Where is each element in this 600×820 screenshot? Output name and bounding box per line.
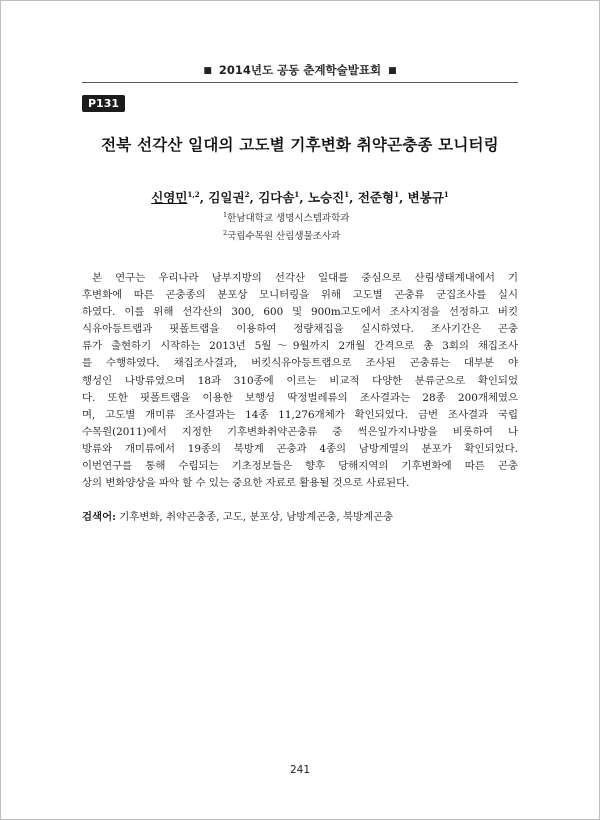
author-affil-sup: 1 [344, 189, 350, 199]
paper-title: 전북 선각산 일대의 고도별 기후변화 취약곤충종 모니터링 [101, 135, 499, 154]
affiliation-list [223, 208, 349, 244]
abstract-line: 며, 고도별 개미류 조사결과는 14종 11,276개체가 확인되었다. 금번 조사결과 국립 [82, 408, 518, 421]
abstract-line: 본 연구는 우리나라 남부지방의 선각산 일대를 중심으로 산림생태계내에서 기 [92, 272, 518, 284]
affiliation-sup: 2 [223, 229, 228, 238]
author-affil-sup: 1 [294, 189, 300, 199]
page-number: 241 [289, 764, 311, 776]
author-name: 신영민 [151, 190, 188, 205]
author-name: 전준형 [357, 190, 395, 205]
abstract-line: 다. 또한 핏폴트랩을 이용한 보행성 딱정벌레류의 조사결과는 28종 200개체였으 [82, 391, 518, 404]
affiliation-item [223, 208, 349, 226]
author-affil-sup: 2 [244, 189, 250, 199]
abstract-line: 방류와 개미류에서 19종의 북방계 곤충과 4종의 남방계열의 분포가 확인되었다. [82, 442, 518, 455]
abstract-body [82, 270, 518, 492]
author-affil-sup: 1 [394, 189, 399, 199]
keywords-text: 기후변화, 취약곤충종, 고도, 분포상, 남방계곤충, 북방계곤충 [119, 511, 394, 523]
abstract-line: 행성인 나방류였으며 18과 310종에 이르는 비교적 다양한 분류군으로 확인되었 [82, 374, 518, 387]
abstract-line: 후변화에 따른 곤충종의 분포상 모니터링을 위해 고도별 곤충류 군집조사를 실시 [82, 289, 518, 302]
abstract-line: 상의 변화양상을 파악 할 수 있는 중요한 자료로 활용될 것으로 사료된다. [82, 477, 410, 490]
abstract-line: 이번연구를 통해 수립되는 기초정보들은 향후 당해지역의 기후변화에 따른 곤충 [82, 460, 518, 473]
keywords-label: 검색어: [82, 511, 116, 523]
abstract-line: 식유아등트랩과 핏폴트랩을 이용하여 정량채집을 실시하였다. 조사기간은 곤충 [82, 323, 518, 336]
affiliation-text: 한남대학교 생명시스템과학과 [227, 213, 350, 225]
affiliation-sup: 1 [223, 211, 228, 219]
conference-header [0, 62, 600, 78]
poster-id-badge: P131 [82, 95, 125, 112]
author-affil-sup: 1 [443, 189, 449, 199]
keywords [82, 508, 518, 523]
author-name: 변봉규 [407, 190, 444, 205]
author-affil-sup: 1,2 [187, 189, 200, 199]
author-name: 김일권 [208, 190, 245, 205]
author-list: 신영민$^{1,2}$, 김일권$^2$, 김다솜$^1$, 노승진$^1$, 전준형$^1$, 변봉규$^1$ [151, 189, 449, 205]
affiliation-text: 국립수목원 산림생물조사과 [227, 231, 341, 243]
author-name: 노승진 [308, 190, 345, 205]
author-name: 김다솜 [258, 190, 295, 205]
header-rule [82, 82, 518, 83]
abstract-line: 를 수행하였다. 채집조사결과, 버킷식유아등트랩으로 조사된 곤충류는 대부분 야 [82, 357, 518, 370]
abstract-line: 수목원(2011)에서 지정한 기후변화취약곤충류 중 썩은잎가지나방을 비롯하여 나 [82, 425, 518, 438]
abstract-line: 류가 출현하기 시작하는 2013년 5월～9월까지 2개월 간격으로 총 3회의 채집조사 [82, 340, 518, 353]
header-text: 2014년도 공동 춘계학술발표회 [218, 63, 382, 77]
header-square-right: ■ [388, 66, 397, 76]
abstract-line: 하였다. 이를 위해 선각산의 300, 600 및 900m고도에서 조사지점을 선정하고 버킷 [82, 306, 518, 319]
header-square-left: ■ [203, 66, 212, 76]
affiliation-item [223, 226, 349, 244]
